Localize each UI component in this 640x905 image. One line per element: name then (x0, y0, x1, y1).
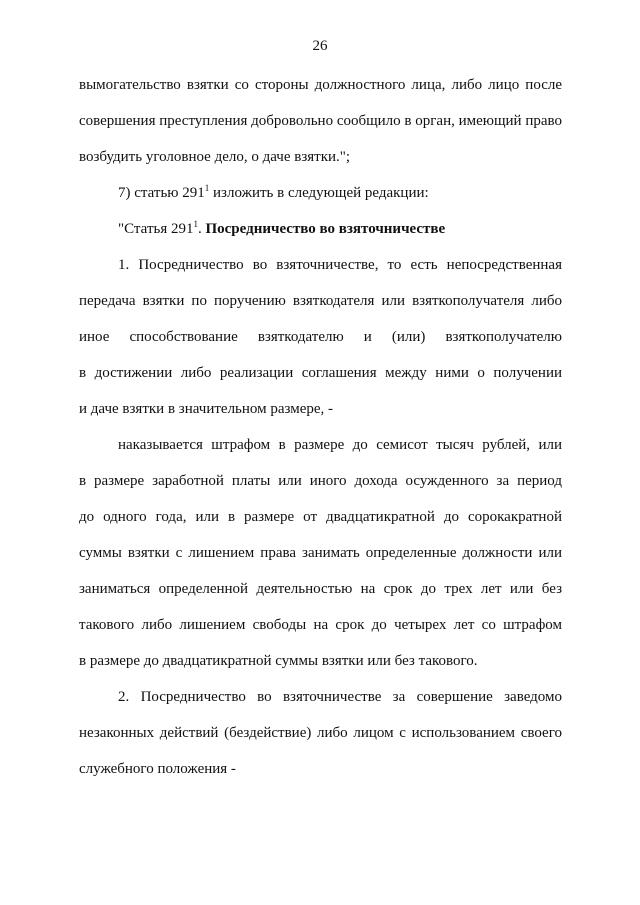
text-line: совершения преступления добровольно сообщило в орган, имеющий право (79, 113, 562, 129)
text-line: заниматься определенной деятельностью на срок до трех лет или без (79, 581, 562, 597)
text-line: такового либо лишением свободы на срок до четырех лет со штрафом (79, 617, 562, 633)
amendment-ref: 7) статью 291 (118, 185, 205, 201)
article-label: "Статья 291 (118, 221, 194, 237)
text-line: в размере заработной платы или иного дохода осужденного за период (79, 473, 562, 489)
text-line: 1. Посредничество во взяточничестве, то есть непосредственная (118, 257, 562, 273)
text-line: в достижении либо реализации соглашения между ними о получении (79, 365, 562, 381)
text-line: иное способствование взяткодателю и (или) взяткополучателю (79, 329, 562, 345)
article-title: Посредничество во взяточничестве (205, 221, 446, 237)
superscript: 1 (193, 219, 198, 229)
text-line: вымогательство взятки со стороны должностного лица, либо лицо после (79, 77, 562, 93)
amendment-text: изложить в следующей редакции: (213, 185, 429, 201)
text-line: наказывается штрафом в размере до семисот тысяч рублей, или (118, 437, 562, 453)
text-line: до одного года, или в размере от двадцатикратной до сорокакратной (79, 509, 562, 525)
page-number: 26 (312, 38, 328, 54)
text-line: и даче взятки в значительном размере, - (79, 401, 334, 417)
superscript: 1 (204, 183, 210, 193)
text-line: служебного положения - (79, 761, 236, 777)
text-line: возбудить уголовное дело, о даче взятки."; (79, 149, 351, 165)
text-line: 2. Посредничество во взяточничестве за совершение заведомо (118, 689, 562, 705)
text-line: суммы взятки с лишением права занимать определенные должности или (79, 545, 562, 561)
text-line: незаконных действий (бездействие) либо лицом с использованием своего (79, 725, 562, 741)
article-dot: . (197, 221, 206, 237)
text-line: передача взятки по поручению взяткодателя или взяткополучателя либо (79, 293, 562, 309)
text-line: в размере до двадцатикратной суммы взятки или без такового. (79, 653, 478, 669)
amendment-line (118, 184, 562, 202)
article-heading (118, 220, 562, 238)
